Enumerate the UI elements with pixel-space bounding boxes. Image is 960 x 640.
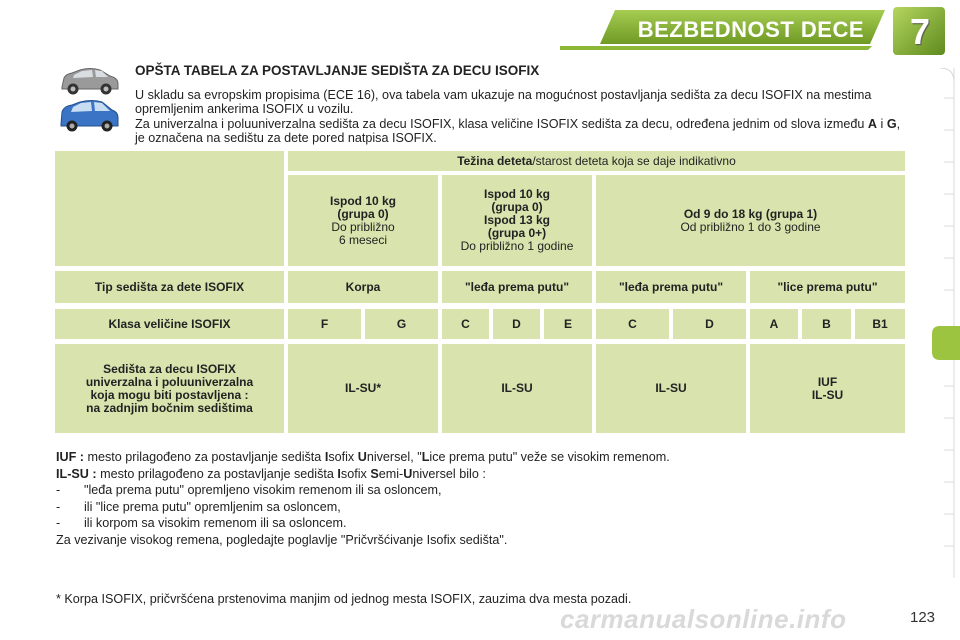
ilsu-note: IL-SU : mesto prilagođeno za postavljanje sedišta Isofix Semi-Universel bilo : bbox=[56, 466, 486, 481]
group-cell-1: Ispod 10 kg (grupa 0) Ispod 13 kg (grupa 0+) Do približno 1 godine bbox=[442, 175, 592, 266]
iuf-note: IUF : mesto prilagođeno za postavljanje sedišta Isofix Universel, "Lice prema putu" veže se visokim remenom. bbox=[56, 450, 670, 464]
class-cell: B1 bbox=[855, 309, 905, 339]
intro-paragraph-2: Za univerzalna i poluuniverzalna sedišta za decu ISOFIX, klasa veličine ISOFIX sedišta za decu, određena jednim od slova između A i G, je označena na sedištu za dete pored natpisa ISOFIX. bbox=[135, 117, 901, 145]
class-cell: F bbox=[288, 309, 361, 339]
car-gray-icon bbox=[56, 65, 122, 97]
type-cell: Korpa bbox=[288, 271, 438, 303]
bullet-item: - ili korpom sa visokim remenom ili sa osloncem. bbox=[56, 516, 347, 530]
seat-cell: IL-SU bbox=[442, 344, 592, 433]
class-cell: D bbox=[673, 309, 746, 339]
bullet-item: - ili "lice prema putu" opremljenim sa osloncem, bbox=[56, 499, 341, 514]
seat-cell: IUF IL-SU bbox=[750, 344, 905, 433]
bullet-item: - "leđa prema putu" opremljeno visokim remenom ili sa osloncem, bbox=[56, 483, 442, 497]
row-label-type: Tip sedišta za dete ISOFIX bbox=[55, 271, 284, 303]
chapter-number: 7 bbox=[909, 11, 931, 52]
watermark: carmanualsonline.info bbox=[560, 604, 847, 634]
chapter-side-tabs[interactable] bbox=[930, 68, 960, 578]
row-label-seats: Sedišta za decu ISOFIX univerzalna i poluuniverzalna koja mogu biti postavljena : na zadnjim bočnim sedištima bbox=[55, 344, 284, 433]
class-cell: A bbox=[750, 309, 798, 339]
class-cell: G bbox=[365, 309, 438, 339]
seat-cell: IL-SU bbox=[596, 344, 746, 433]
closing-note: Za vezivanje visokog remena, pogledajte poglavlje "Pričvršćivanje Isofix sedišta". bbox=[56, 532, 508, 547]
seat-cell: IL-SU* bbox=[288, 344, 438, 433]
type-cell: "leđa prema putu" bbox=[596, 271, 746, 303]
weight-header: Težina deteta/starost deteta koja se daje indikativno bbox=[288, 151, 905, 171]
page-title: BEZBEDNOST DECE bbox=[637, 17, 864, 42]
group-cell-0: Ispod 10 kg (grupa 0) Do približno 6 meseci bbox=[288, 175, 438, 266]
type-cell: "lice prema putu" bbox=[750, 271, 905, 303]
group-cell-2: Od 9 do 18 kg (grupa 1) Od približno 1 do 3 godine bbox=[596, 175, 905, 266]
class-cell: B bbox=[802, 309, 851, 339]
class-cell: C bbox=[442, 309, 489, 339]
intro-paragraph-1: U skladu sa evropskim propisima (ECE 16), ova tabela vam ukazuje na mogućnost postavljanja sedišta za decu ISOFIX na mestima opremljenim ankerima ISOFIX u vozilu. bbox=[135, 88, 872, 116]
table-corner-cell bbox=[55, 151, 284, 266]
type-cell: "leđa prema putu" bbox=[442, 271, 592, 303]
class-cell: C bbox=[596, 309, 669, 339]
page-number: 123 bbox=[910, 609, 936, 626]
class-cell: E bbox=[544, 309, 592, 339]
footnote: * Korpa ISOFIX, pričvršćena prstenovima manjim od jednog mesta ISOFIX, zauzima dva mesta pozadi. bbox=[56, 592, 632, 606]
class-cell: D bbox=[493, 309, 540, 339]
notes-block bbox=[56, 449, 916, 548]
row-label-class: Klasa veličine ISOFIX bbox=[55, 309, 284, 339]
section-title: OPŠTA TABELA ZA POSTAVLJANJE SEDIŠTA ZA DECU ISOFIX bbox=[135, 63, 540, 78]
car-blue-icon bbox=[56, 98, 122, 134]
